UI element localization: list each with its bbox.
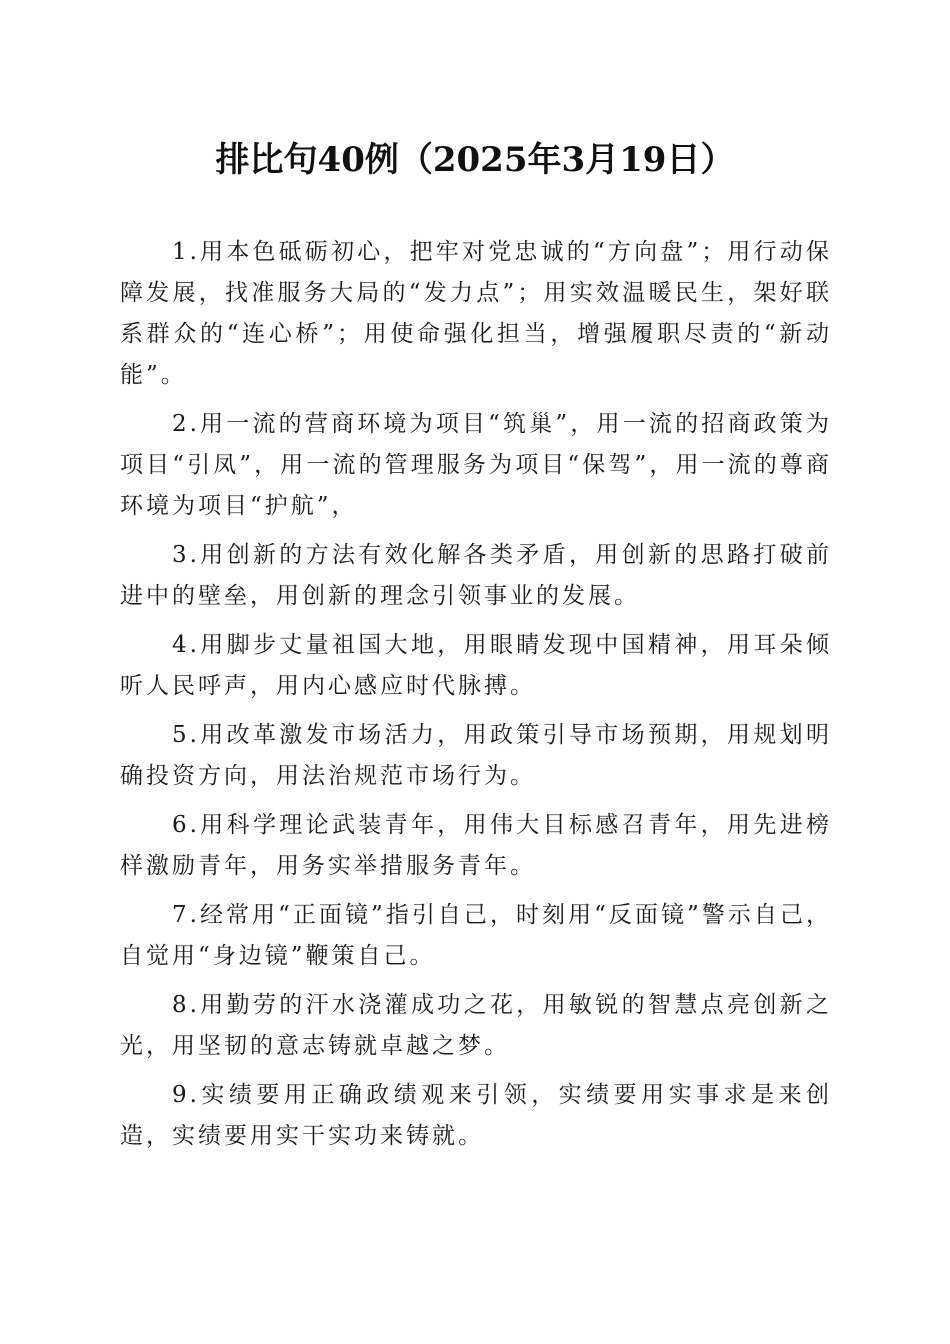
paragraph-7: 7.经常用“正面镜”指引自己，时刻用“反面镜”警示自己，自觉用“身边镜”鞭策自己。: [120, 902, 832, 969]
paragraph-3: 3.用创新的方法有效化解各类矛盾，用创新的思路打破前进中的壁垒，用创新的理念引领事业的发展。: [120, 542, 832, 609]
paragraph-5: 5.用改革激发市场活力，用政策引导市场预期，用规划明确投资方向，用法治规范市场行为。: [120, 722, 832, 789]
paragraph-6: 6.用科学理论武装青年，用伟大目标感召青年，用先进榜样激励青年，用务实举措服务青年。: [120, 812, 832, 879]
paragraph-8: 8.用勤劳的汗水浇灌成功之花，用敏锐的智慧点亮创新之光，用坚韧的意志铸就卓越之梦。: [120, 992, 832, 1059]
paragraph-2: 2.用一流的营商环境为项目“筑巢”，用一流的招商政策为项目“引凤”，用一流的管理服务为项目“保驾”，用一流的尊商环境为项目“护航”，: [120, 411, 832, 519]
paragraph-9: 9.实绩要用正确政绩观来引领，实绩要用实事求是来创造，实绩要用实干实功来铸就。: [120, 1082, 832, 1149]
paragraph-1: 1.用本色砥砺初心，把牢对党忠诚的“方向盘”；用行动保障发展，找准服务大局的“发力点”；用实效温暖民生，架好联系群众的“连心桥”；用使命强化担当，增强履职尽责的“新动能”。: [120, 239, 832, 388]
paragraph-4: 4.用脚步丈量祖国大地，用眼睛发现中国精神，用耳朵倾听人民呼声，用内心感应时代脉搏。: [120, 632, 832, 699]
page-title: 排比句40例（2025年3月19日）: [215, 140, 735, 180]
document-body: [120, 232, 832, 1165]
